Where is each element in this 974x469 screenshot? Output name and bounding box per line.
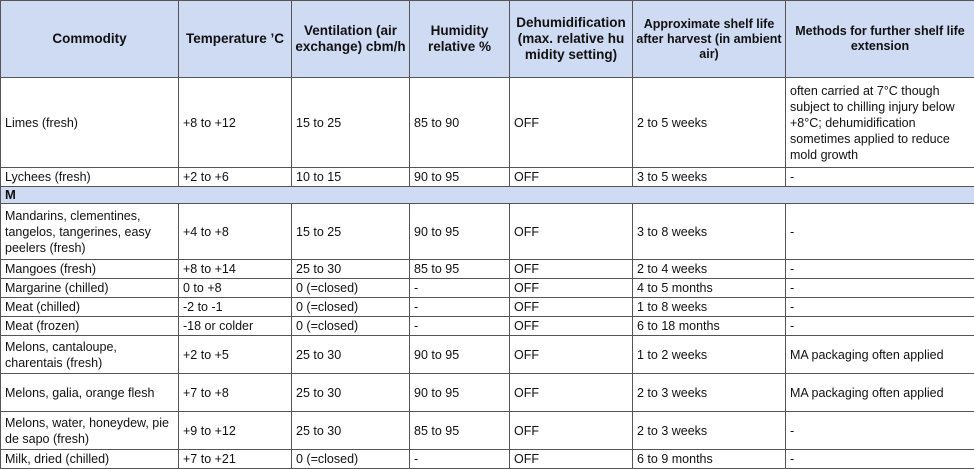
table-row — [1, 78, 974, 168]
cell-methods: - — [786, 317, 974, 336]
cell-dehumidification: OFF — [510, 279, 633, 298]
cell-humidity: 90 to 95 — [410, 168, 510, 187]
cell-methods: - — [786, 279, 974, 298]
cell-dehumidification: OFF — [510, 450, 633, 469]
cell-temperature: -2 to -1 — [179, 298, 292, 317]
cell-humidity: 90 to 95 — [410, 336, 510, 374]
cell-dehumidification: OFF — [510, 168, 633, 187]
cell-commodity: Lychees (fresh) — [1, 168, 179, 187]
cell-humidity: 85 to 95 — [410, 260, 510, 279]
cell-shelf-life: 2 to 3 weeks — [633, 374, 786, 412]
cell-humidity: - — [410, 450, 510, 469]
cell-temperature: +2 to +5 — [179, 336, 292, 374]
cell-methods: MA packaging often applied — [786, 336, 974, 374]
cell-temperature: +2 to +6 — [179, 168, 292, 187]
cell-methods: MA packaging often applied — [786, 374, 974, 412]
cell-humidity: 85 to 95 — [410, 412, 510, 450]
header-ventilation: Ventilation (air exchange) cbm/h — [292, 1, 410, 78]
cell-commodity: Mangoes (fresh) — [1, 260, 179, 279]
header-methods: Methods for further shelf life extension — [786, 1, 974, 78]
cell-commodity: Melons, galia, orange flesh — [1, 374, 179, 412]
header-temperature: Temperature ’C — [179, 1, 292, 78]
cell-temperature: +8 to +12 — [179, 78, 292, 168]
cell-temperature: 0 to +8 — [179, 279, 292, 298]
cell-temperature: +7 to +21 — [179, 450, 292, 469]
cell-shelf-life: 2 to 4 weeks — [633, 260, 786, 279]
cell-commodity: Melons, water, honeydew, pie de sapo (fresh) — [1, 412, 179, 450]
header-humidity: Humidity relative % — [410, 1, 510, 78]
cell-dehumidification: OFF — [510, 317, 633, 336]
cell-temperature: +9 to +12 — [179, 412, 292, 450]
cell-shelf-life: 6 to 18 months — [633, 317, 786, 336]
cell-ventilation: 15 to 25 — [292, 78, 410, 168]
header-row — [1, 1, 974, 78]
cell-humidity: 90 to 95 — [410, 204, 510, 260]
cell-ventilation: 25 to 30 — [292, 374, 410, 412]
table-row — [1, 168, 974, 187]
cell-ventilation: 15 to 25 — [292, 204, 410, 260]
header-dehumidification: Dehumidification (max. relative humidity setting) — [510, 1, 633, 78]
cell-dehumidification: OFF — [510, 204, 633, 260]
cell-commodity: Limes (fresh) — [1, 78, 179, 168]
cell-methods: - — [786, 450, 974, 469]
cell-shelf-life: 3 to 5 weeks — [633, 168, 786, 187]
cell-ventilation: 0 (=closed) — [292, 317, 410, 336]
table-row — [1, 279, 974, 298]
table-row — [1, 412, 974, 450]
cell-dehumidification: OFF — [510, 260, 633, 279]
cell-temperature: -18 or colder — [179, 317, 292, 336]
cell-shelf-life: 6 to 9 months — [633, 450, 786, 469]
cell-shelf-life: 4 to 5 months — [633, 279, 786, 298]
cell-methods: - — [786, 298, 974, 317]
cell-dehumidification: OFF — [510, 412, 633, 450]
cell-dehumidification: OFF — [510, 78, 633, 168]
cell-dehumidification: OFF — [510, 336, 633, 374]
cell-commodity: Milk, dried (chilled) — [1, 450, 179, 469]
table-row — [1, 204, 974, 260]
cell-ventilation: 10 to 15 — [292, 168, 410, 187]
cell-methods: - — [786, 204, 974, 260]
cell-commodity: Meat (chilled) — [1, 298, 179, 317]
cell-temperature: +7 to +8 — [179, 374, 292, 412]
cell-temperature: +8 to +14 — [179, 260, 292, 279]
table-row — [1, 450, 974, 469]
header-shelf-life: Approximate shelf life after harvest (in ambient air) — [633, 1, 786, 78]
cell-dehumidification: OFF — [510, 374, 633, 412]
table-row — [1, 336, 974, 374]
cell-commodity: Melons, cantaloupe, charentais (fresh) — [1, 336, 179, 374]
cell-humidity: 90 to 95 — [410, 374, 510, 412]
cell-commodity: Mandarins, clementines, tangelos, tangerines, easy peelers (fresh) — [1, 204, 179, 260]
table-row — [1, 317, 974, 336]
cell-ventilation: 0 (=closed) — [292, 450, 410, 469]
cell-shelf-life: 1 to 2 weeks — [633, 336, 786, 374]
cell-dehumidification: OFF — [510, 298, 633, 317]
cell-shelf-life: 3 to 8 weeks — [633, 204, 786, 260]
cell-shelf-life: 2 to 3 weeks — [633, 412, 786, 450]
cell-temperature: +4 to +8 — [179, 204, 292, 260]
cell-ventilation: 25 to 30 — [292, 412, 410, 450]
cell-shelf-life: 2 to 5 weeks — [633, 78, 786, 168]
table-row — [1, 260, 974, 279]
cell-humidity: - — [410, 298, 510, 317]
table-row — [1, 374, 974, 412]
cell-methods: - — [786, 168, 974, 187]
header-commodity: Commodity — [1, 1, 179, 78]
cell-commodity: Margarine (chilled) — [1, 279, 179, 298]
cell-shelf-life: 1 to 8 weeks — [633, 298, 786, 317]
cell-methods: - — [786, 412, 974, 450]
cell-ventilation: 0 (=closed) — [292, 298, 410, 317]
cell-humidity: - — [410, 279, 510, 298]
cell-commodity: Meat (frozen) — [1, 317, 179, 336]
cell-ventilation: 25 to 30 — [292, 260, 410, 279]
cell-humidity: - — [410, 317, 510, 336]
cell-methods: often carried at 7°C though subject to chilling injury below +8°C; dehumidification sometimes applied to reduce mold growth — [786, 78, 974, 168]
section-header-m — [1, 187, 974, 204]
cell-ventilation: 0 (=closed) — [292, 279, 410, 298]
cell-humidity: 85 to 90 — [410, 78, 510, 168]
table-row — [1, 298, 974, 317]
cell-ventilation: 25 to 30 — [292, 336, 410, 374]
cell-methods: - — [786, 260, 974, 279]
section-label: M — [1, 187, 974, 204]
